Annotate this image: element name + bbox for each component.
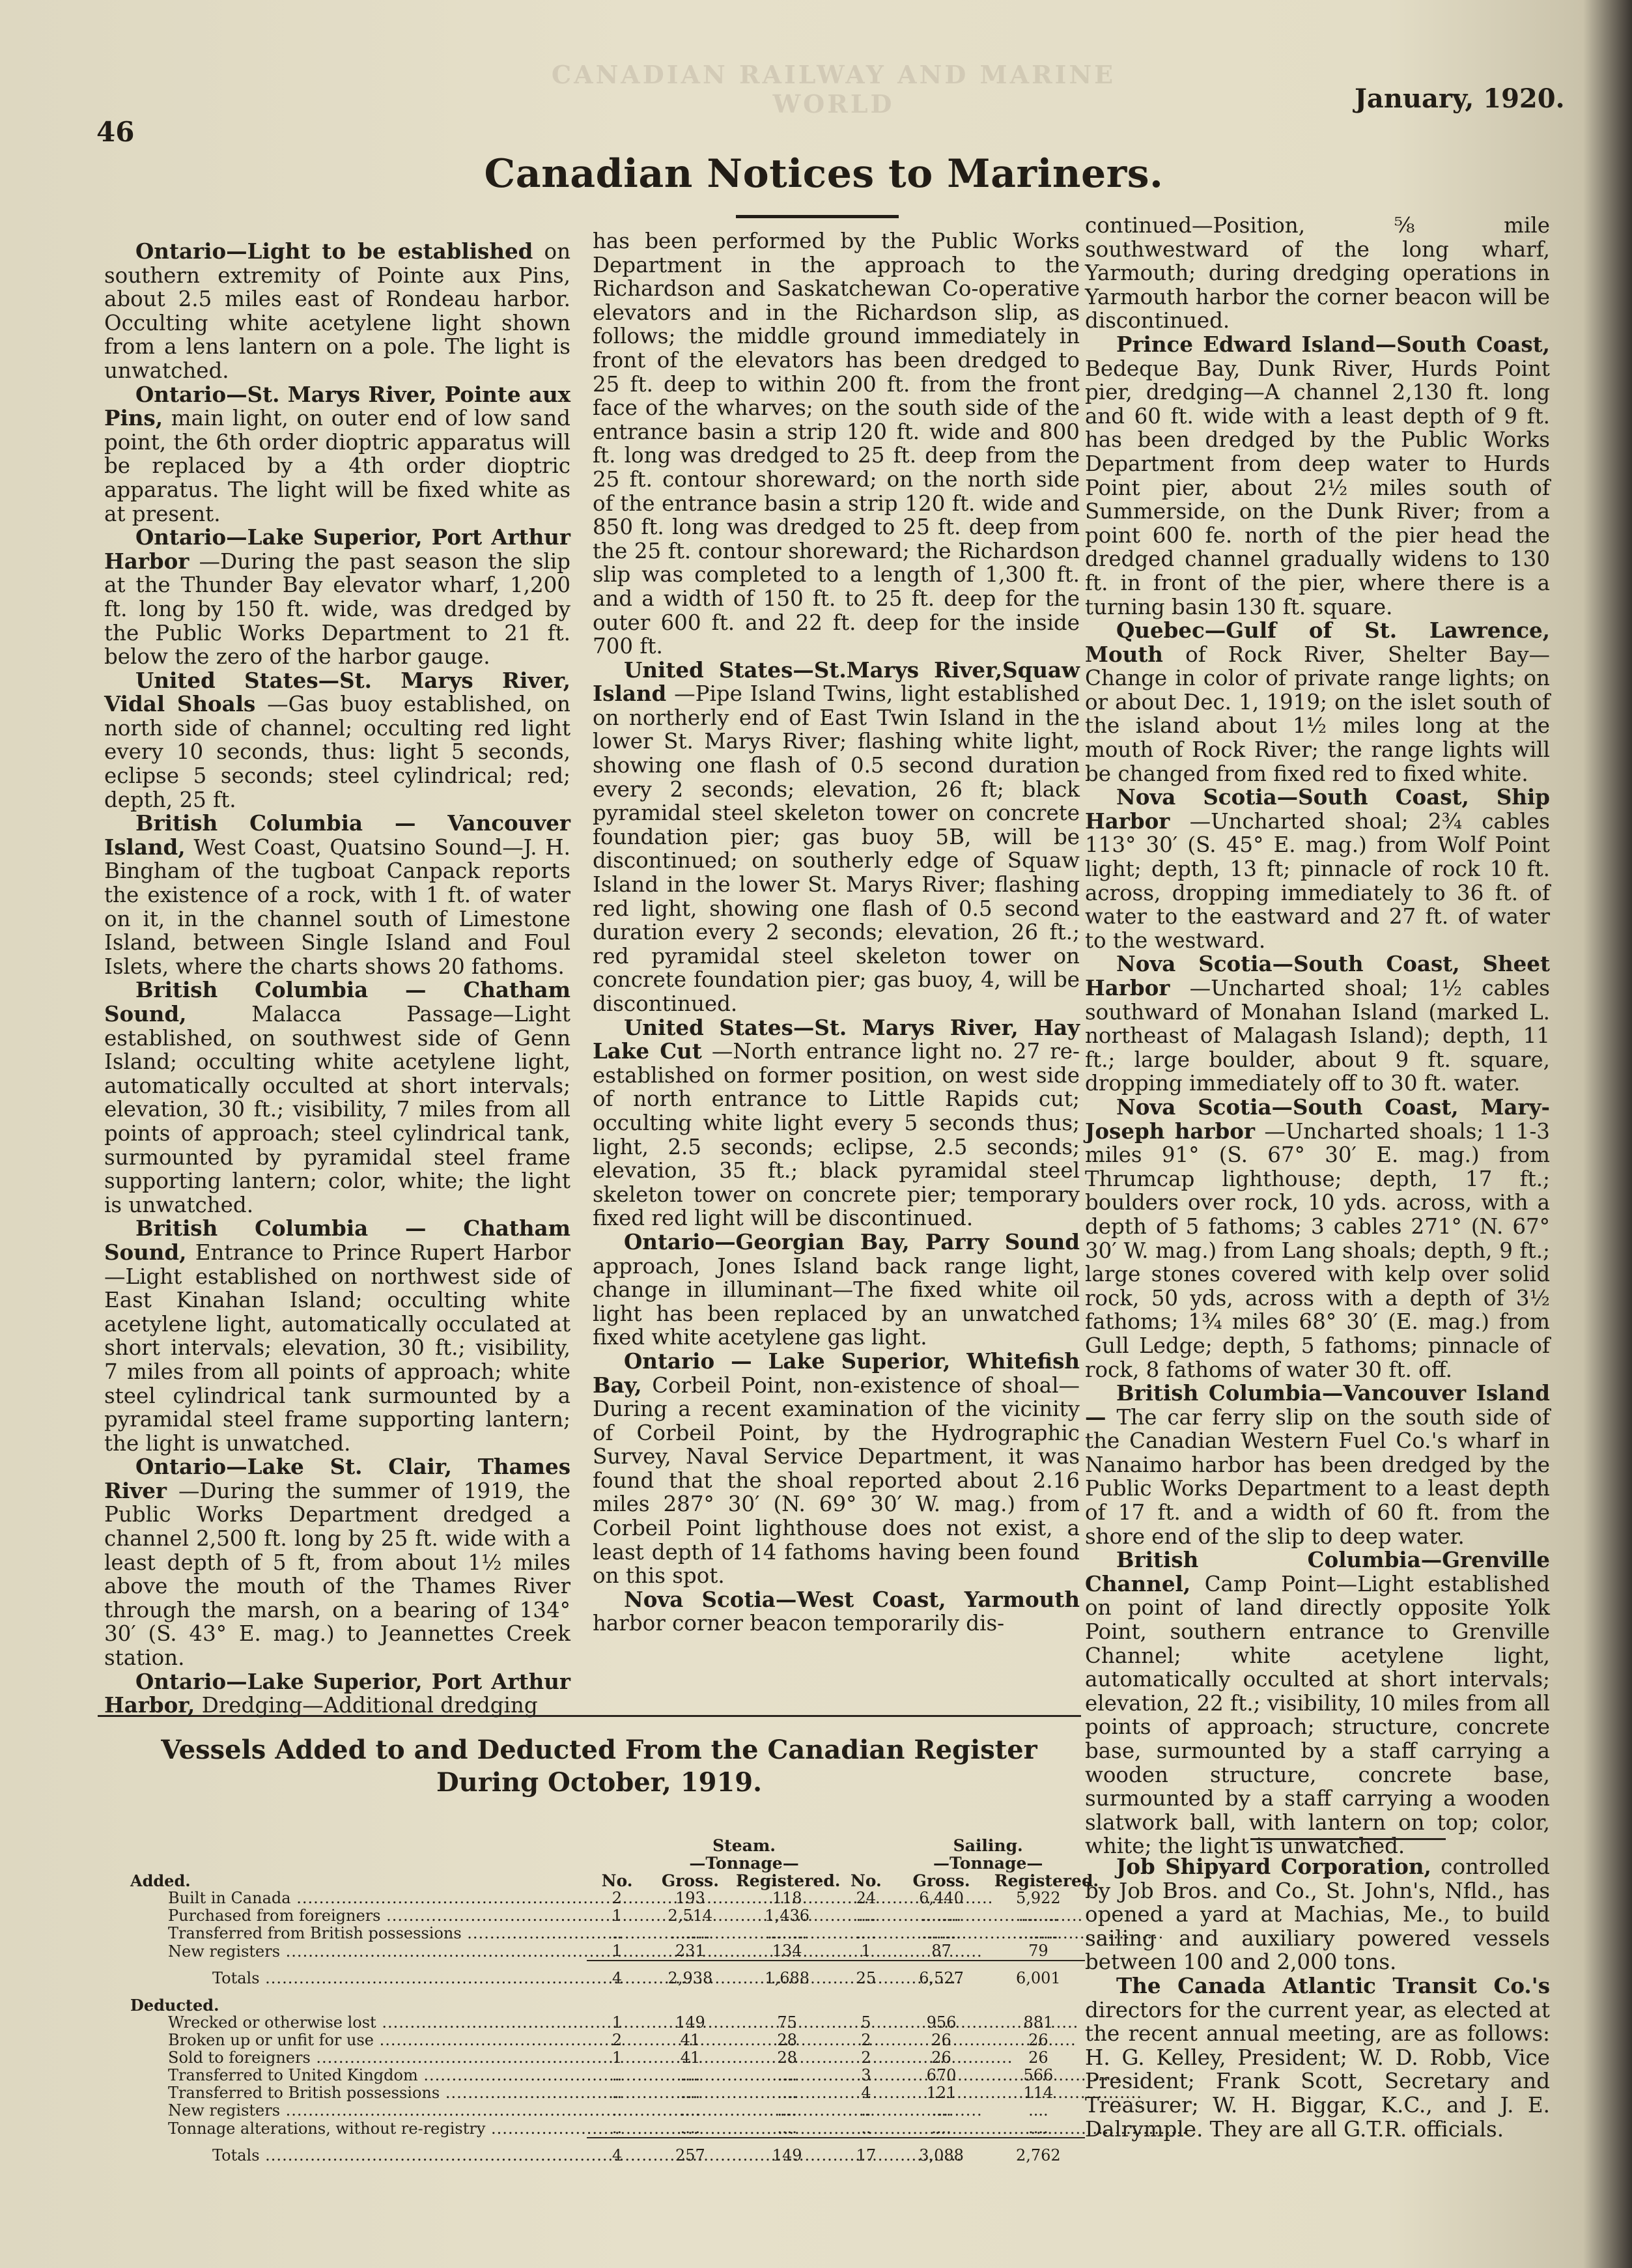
notice-body: Malacca Passage—Light established, on southwest side of Genn Island; occulting white acetylene light, automatically occulted at short intervals; elevation, 30 ft.; visibility, 7 miles from all points of approach; steel cylindrical tank, surmounted by pyramidal steel frame supporting lantern; color, white; the light is unwatched. [104, 1002, 570, 1217]
notice-body: —Uncharted shoal; 2¾ cables 113° 30′ (S. 45° E. mag.) from Wolf Point light; depth, 13 ft; pinnacle of rock 10 ft. across, dropping immediately to 36 ft. of water to the eastward and 27 ft. of water to the westward. [1085, 808, 1550, 953]
notices_col1-item [104, 526, 570, 669]
cell-s-no: .. [612, 2066, 623, 2084]
notice-body: of Rock River, Shelter Bay—Change in color of private range lights; on or about Dec. 1, 1919; on the islet south of the island about 1½ miles long at the mouth of Rock River; the range lights will be changed from fixed red to fixed white. [1085, 642, 1550, 786]
notice-heading: Job Shipyard Corporation, [1116, 1854, 1431, 1879]
cell-w-reg: .... [1028, 2101, 1048, 2119]
news_col3-item [1085, 1855, 1550, 1974]
notice-body: has been performed by the Public Works Department in the approach to the Richardson and Saskatchewan Co-operative elevators and in the Richardson slip, as follows; the middle ground immediately in front of the elevators has been dredged to 25 ft. deep to within 200 ft. from the front face of the wharves; on the south side of the entrance basin a strip 120 ft. wide and 800 ft. long was dredged to 25 ft. deep from the 25 ft. contour shoreward; on the north side of the entrance basin a strip 120 ft. wide and 850 ft. long was dredged to 25 ft. deep from the 25 ft. contour shoreward; the Richardson slip was completed to a length of 1,300 ft. and a width of 150 ft. to 25 ft. deep for the outer 600 ft. and 22 ft. deep for the inside 700 ft. [593, 229, 1080, 659]
notices-column-3 [1085, 214, 1550, 1858]
notices_col2-item [593, 1230, 1080, 1350]
notice-heading: British Columbia — Chatham Sound, [104, 977, 570, 1027]
cell-w-no: 25 [856, 1969, 877, 1987]
cell-s-reg: .... [777, 2066, 797, 2084]
cell-s-no: 1 [612, 2013, 623, 2032]
cell-s-gross: 149 [675, 2013, 705, 2032]
notice-body: Dredging—Additional dredging [201, 1693, 538, 1718]
row-label: Broken up or unfit for use ..... [128, 2032, 587, 2049]
cell-s-no: 2 [612, 1889, 623, 1907]
cell-s-reg: .... [777, 2084, 797, 2102]
notice-body: Camp Point—Light established on point of land directly opposite Yolk Point, southern entrance to Grenville Channel; white acetylene light, automatically occulted at short intervals; elevation, 22 ft.; visibility, 10 miles from all points of approach; structure, concrete base, surmounted by a staff carrying a wooden structure, concrete base, surmounted by a staff carrying a wooden slatwork ball, with lantern on top; color, white; the light is unwatched. [1085, 1571, 1550, 1859]
notices_col3-item [1085, 1096, 1550, 1382]
notice-body: —During the past season the slip at the Thunder Bay elevator wharf, 1,200 ft. long by 150 ft. wide, was dredged by the Public Works Department to 21 ft. below the zero of the harbor gauge. [104, 548, 570, 670]
cell-s-reg: .... [777, 2101, 797, 2119]
cell-s-gross: ........ [670, 1924, 710, 1942]
notice-heading: Nova Scotia—West Coast, Yarmouth [624, 1586, 1080, 1612]
notices_col2-item [593, 1588, 1080, 1636]
notice-body: —Uncharted shoal; 1½ cables southward of Monahan Island (marked L. northeast of Malagash Island); depth, 11 ft.; large boulder, about 9 ft. square, dropping immediately off to 30 ft. water. [1085, 976, 1550, 1096]
register-row [128, 2084, 1085, 2102]
row-label: Sold to foreigners ..... [128, 2049, 587, 2067]
row-label: Transferred to British possessions ..... [128, 2084, 587, 2102]
cell-w-no: 1 [841, 1942, 891, 1961]
cell-w-reg: ........ [1018, 1907, 1058, 1925]
cell-w-no: .. [841, 2119, 891, 2138]
notices_col1-item [104, 1217, 570, 1455]
notice-heading: Quebec—Gulf of St. Lawrence, Mouth [1085, 617, 1550, 667]
cell-w-no: 2 [861, 2031, 871, 2049]
notice-heading: Ontario — Lake Superior, Whitefish Bay, [593, 1348, 1080, 1398]
notice-body: The car ferry slip on the south side of the Canadian Western Fuel Co.'s wharf in Nanaimo harbor has been dredged by the Public Works Department to a least depth of 17 ft. and a width of 60 ft. from the shore end of the slip to deep water. [1085, 1404, 1550, 1549]
notice-body: West Coast, Quatsino Sound—J. H. Bingham of the tugboat Canpack reports the existence of a rock, with 1 ft. of water on it, in the channel south of Limestone Island, between Single Island and Foul Islets, where the charts shows 20 fathoms. [104, 834, 570, 979]
steam-tonnage-header: —Tonnage— [689, 1854, 799, 1873]
notices_col1-item [104, 812, 570, 978]
notice-body: directors for the current year, as elected at the recent annual meeting, are as follows: H. G. Kelley, President; W. D. Robb, Vice President; Frank Scott, Secretary and Treasurer; W. H. Biggar, K.C., and J. E. Dalrymple. They are all G.T.R. officials. [1085, 1997, 1550, 2142]
cell-w-gross: 3,088 [919, 2146, 964, 2164]
row-label: Purchased from foreigners ..... [128, 1907, 587, 1925]
cell-w-no: 2 [861, 2048, 871, 2067]
cell-s-gross: 231 [647, 1942, 733, 1961]
notices_col3-item [1085, 619, 1550, 786]
register-row [128, 2147, 1085, 2164]
cell-w-no: .. [861, 2101, 871, 2119]
sailing-registered-header: Registered. [994, 1871, 1099, 1890]
cell-w-gross: 6,440 [919, 1889, 964, 1907]
cell-w-gross: 26 [931, 2031, 951, 2049]
cell-w-no: 17 [856, 2146, 877, 2164]
cell-s-no: 1 [612, 1907, 623, 1925]
sailing-tonnage-header: —Tonnage— [933, 1854, 1043, 1873]
cell-s-no: .. [612, 2084, 623, 2102]
issue-date: January, 1920. [1355, 83, 1565, 114]
cell-w-reg: 2,762 [1015, 2146, 1061, 2164]
news-column-3 [1085, 1855, 1550, 2141]
notices_col3-item [1085, 214, 1550, 333]
notices_col1-item [104, 383, 570, 526]
cell-w-gross: ........ [922, 1907, 962, 1925]
row-label: Tonnage alterations, without re-registry ..... [128, 2119, 587, 2138]
cell-w-reg: 26 [1028, 2048, 1048, 2067]
cell-w-gross: 87 [891, 1942, 991, 1961]
row-label: Transferred to United Kingdom ..... [128, 2067, 587, 2084]
cell-s-reg: 1,688 [765, 1969, 810, 1987]
page-title: Canadian Notices to Mariners. [484, 151, 1164, 197]
notices-column-1 [104, 240, 570, 1718]
notice-heading: United States—St.Marys River,Squaw Island [593, 657, 1080, 707]
register-row [128, 1925, 1085, 1942]
cell-s-gross: .... [680, 2066, 701, 2084]
cell-w-reg: 26 [1028, 2031, 1048, 2049]
notice-heading: British Columbia—Grenville Channel, [1085, 1547, 1550, 1596]
spacer-row [128, 1961, 1085, 1970]
notice-heading: Ontario—St. Marys River, Pointe aux Pins, [104, 381, 570, 431]
notice-body: controlled by Job Bros. and Co., St. John's, Nfld., has opened a yard at Machias, Me., to build sailing and auxiliary powered vessels between 100 and 2,000 tons. [1085, 1854, 1550, 1975]
notice-heading: United States—St. Marys River, Hay Lake Cut [593, 1014, 1080, 1064]
notices_col1-item [104, 240, 570, 383]
cell-s-gross: .... [680, 2084, 701, 2102]
cell-w-no: 24 [856, 1889, 877, 1907]
cell-s-gross: 41 [680, 2048, 701, 2067]
spacer-row [128, 2138, 1085, 2147]
cell-w-reg: 79 [992, 1942, 1085, 1961]
notice-body: Corbeil Point, non-existence of shoal—During a recent examination of the vicinity of Corbeil Point, by the Hydrographic Survey, Naval Service Department, it was found that the shoal reported about 2.16 miles 287° 30′ (N. 69° 30′ W. mag.) from Corbeil Point lighthouse does not exist, a least depth of 14 fathoms having been found on this spot. [593, 1372, 1080, 1589]
register-section-row [128, 1996, 1085, 2014]
notices_col3-item [1085, 952, 1550, 1096]
notices_col3-item [1085, 333, 1550, 619]
notice-heading: Ontario—Light to be established [135, 238, 533, 264]
cell-w-no: 4 [861, 2084, 871, 2102]
section-label: Deducted. [130, 1996, 219, 2015]
news_col3-item [1085, 1974, 1550, 2141]
steam-header: Steam. [712, 1836, 776, 1855]
notice-heading: Ontario—Lake Superior, Port Arthur Harbor, [104, 1668, 570, 1718]
row-label: Built in Canada ..... [128, 1890, 587, 1907]
notices_col1-item [104, 1670, 570, 1718]
register-row [128, 1970, 1085, 1987]
register-table-body [128, 1836, 1099, 2164]
cell-w-gross: 956 [926, 2013, 957, 2032]
notice-heading: Ontario—Georgian Bay, Parry Sound [624, 1228, 1080, 1254]
notice-body: harbor corner beacon temporarily dis- [593, 1611, 1005, 1636]
notice-body: Entrance to Prince Rupert Harbor—Light established on northwest side of East Kinahan Island; occulting white acetylene light, automatically occulated at short intervals; elevation, 30 ft.; visibility, 7 miles from all points of approach; white steel cylindrical tank surmounted by a pyramidal steel frame supporting lantern; the light is unwatched. [104, 1240, 570, 1456]
notice-heading: British Columbia—Vancouver Island— [1085, 1380, 1550, 1430]
row-label: Wrecked or otherwise lost ..... [128, 2014, 587, 2032]
cell-s-reg: 1,436 [765, 1907, 810, 1925]
notice-body: —Gas buoy established, on north side of channel; occulting red light every 10 seconds, thus: light 5 seconds, eclipse 5 seconds; steel cylindrical; red; depth, 25 ft. [104, 692, 570, 812]
register-table [128, 1836, 1099, 2164]
cell-s-no: .. [612, 2101, 623, 2119]
cell-s-reg: 75 [777, 2013, 797, 2032]
notice-heading: Nova Scotia—South Coast, Mary-Joseph harbor [1085, 1094, 1550, 1144]
cell-w-gross: ........ [922, 1924, 962, 1942]
notice-heading: British Columbia — Vancouver Island, [104, 810, 570, 860]
cell-s-gross: 2,938 [668, 1969, 713, 1987]
notices_col2-item [593, 1350, 1080, 1588]
section-divider [98, 1715, 1081, 1717]
show-through-masthead: CANADIAN RAILWAY AND MARINE WORLD [551, 60, 1116, 119]
notice-heading: Nova Scotia—South Coast, Sheet Harbor [1085, 951, 1550, 1000]
row-label: Totals ..... [128, 2147, 587, 2164]
row-label: New registers ..... [128, 1942, 587, 1961]
cell-s-reg: .... [733, 2119, 841, 2138]
notice-heading: British Columbia — Chatham Sound, [104, 1215, 570, 1265]
notice-body: —Uncharted shoals; 1 1-3 miles 91° (S. 67° 30′ E. mag.) from Thrumcap lighthouse; depth, 17 ft.; boulders over rock, 10 yds. across, with a depth of 5 fathoms; 3 cables 271° (N. 67° 30′ W. mag.) from Lang shoals; depth, 9 ft.; large stones covered with kelp over solid rock, 50 yds, across with a depth of 3½ fathoms; 1¾ miles 68° 30′ (E. mag.) from Gull Ledge; depth, 5 fathoms; pinnacle of rock, 8 fathoms of water 30 ft. off. [1085, 1118, 1550, 1382]
cell-s-reg: 118 [772, 1889, 802, 1907]
spacer-row [128, 1987, 1085, 1996]
steam-no-header: No. [601, 1871, 633, 1890]
cell-s-gross: .... [680, 2101, 701, 2119]
notices_col1-item [104, 1455, 570, 1669]
cell-s-no: 4 [612, 1969, 623, 1987]
sailing-header: Sailing. [953, 1836, 1023, 1855]
notices_col1-item [104, 669, 570, 812]
title-rule [736, 215, 899, 218]
cell-w-reg: 881 [1023, 2013, 1054, 2032]
cell-s-gross: 2,514 [668, 1907, 713, 1925]
notices_col1-item [104, 978, 570, 1217]
notices_col2-item [593, 229, 1080, 659]
cell-s-no: 2 [612, 2031, 623, 2049]
cell-s-gross: 257 [675, 2146, 705, 2164]
notice-body: —Pipe Island Twins, light established on northerly end of East Twin Island in the lower St. Marys River; flashing white light, showing one flash of 0.5 second duration every 2 seconds; elevation, 26 ft; black pyramidal steel skeleton tower on concrete foundation pier; gas buoy 5B, will be discontinued; on southerly edge of Squaw Island in the lower St. Marys River; flashing red light, showing one flash of 0.5 second duration every 2 seconds; elevation, 26 ft.; red pyramidal steel skeleton tower on concrete foundation pier; gas buoy, 4, will be discontinued. [593, 681, 1080, 1016]
register-row [128, 1907, 1085, 1925]
cell-w-reg: ........ [1018, 1924, 1058, 1942]
cell-s-no: 4 [612, 2146, 623, 2164]
notice-body: —North entrance light no. 27 re-established on former position, on west side of north entrance to Little Rapids cut; occulting white light every 5 seconds thus; light, 2.5 seconds; eclipse, 2.5 seconds; elevation, 35 ft.; black pyramidal steel skeleton tower on concrete pier; temporary fixed red light will be discontinued. [593, 1039, 1080, 1231]
register-table-title: Vessels Added to and Deducted From the Canadian Register During October, 1919. [161, 1735, 1037, 1798]
register-row [128, 2032, 1085, 2049]
notice-heading: Ontario—Lake Superior, Port Arthur Harbor [104, 524, 570, 574]
notice-body: main light, on outer end of low sand point, the 6th order dioptric apparatus will be replaced by a 4th order dioptric apparatus. The light will be fixed white as at present. [104, 406, 570, 526]
register-row [128, 2102, 1085, 2119]
notice-heading: Nova Scotia—South Coast, Ship Harbor [1085, 784, 1550, 834]
row-label: Transferred from British possessions ..... [128, 1925, 587, 1942]
notice-body: —During the summer of 1919, the Public Works Department dredged a channel 2,500 ft. long by 25 ft. wide with a least depth of 5 ft, from about 1½ miles above the mouth of the Thames River through the marsh, on a bearing of 134° 30′ (S. 43° E. mag.) to Jeannettes Creek station. [104, 1478, 570, 1671]
cell-s-gross: 41 [680, 2031, 701, 2049]
register-row [128, 1890, 1085, 1907]
cell-w-gross: 121 [926, 2084, 957, 2102]
cell-w-gross: 670 [926, 2066, 957, 2084]
cell-s-reg: 134 [733, 1942, 841, 1961]
added-section-label: Added. [130, 1871, 191, 1890]
register-row [128, 2119, 1085, 2138]
cell-w-gross: 26 [931, 2048, 951, 2067]
notices_col2-item [593, 659, 1080, 1016]
register-row [128, 2014, 1085, 2032]
notices_col3-item [1085, 1382, 1550, 1548]
notice-heading: Prince Edward Island—South Coast, [1116, 331, 1550, 357]
cell-s-no: 1 [612, 2048, 623, 2067]
cell-w-reg: .... [992, 2119, 1085, 2138]
cell-w-no: 5 [861, 2013, 871, 2032]
cell-s-no: 1 [587, 1942, 647, 1961]
register-row [128, 1942, 1085, 1961]
notices-column-2 [593, 229, 1080, 1636]
notices_col3-item [1085, 1548, 1550, 1858]
notices_col3-item [1085, 786, 1550, 952]
notice-body: Bedeque Bay, Dunk River, Hurds Point pier, dredging—A channel 2,130 ft. long and 60 ft. wide with a least depth of 9 ft. has been dredged by the Public Works Department from deep water to Hurds Point pier, about 2½ miles south of Summerside, on the Dunk River; from a point 600 fe. north of the pier head the dredged channel gradually widens to 130 ft. in front of the pier, where there is a turning basin 130 ft. square. [1085, 356, 1550, 619]
row-label: Totals ..... [128, 1970, 587, 1987]
cell-w-gross: 6,527 [919, 1969, 964, 1987]
sailing-gross-header: Gross. [912, 1871, 970, 1890]
cell-s-gross: .... [647, 2119, 733, 2138]
notice-heading: The Canada Atlantic Transit Co.'s [1116, 1972, 1550, 1998]
notice-body: continued—Position, ⅝ mile southwestward of the long wharf, Yarmouth; during dredging operations in Yarmouth harbor the corner beacon will be discontinued. [1085, 213, 1550, 333]
cell-w-reg: 114 [1023, 2084, 1054, 2102]
notice-body: approach, Jones Island back range light, change in illuminant—The fixed white oil light has been replaced by an unwatched fixed white acetylene gas light. [593, 1253, 1080, 1350]
cell-w-reg: 6,001 [1015, 1969, 1061, 1987]
cell-s-reg: 149 [772, 2146, 802, 2164]
cell-s-reg: ........ [767, 1924, 808, 1942]
cell-w-no: .... [856, 1924, 877, 1942]
notice-heading: Ontario—Lake St. Clair, Thames River [104, 1454, 570, 1503]
cell-s-reg: 28 [777, 2031, 797, 2049]
cell-w-reg: 566 [1023, 2066, 1054, 2084]
cell-s-no: .. [612, 1924, 623, 1942]
register-row [128, 2067, 1085, 2084]
cell-s-gross: 193 [675, 1889, 705, 1907]
cell-w-reg: 5,922 [1015, 1889, 1061, 1907]
page-number: 46 [96, 116, 135, 148]
cell-s-reg: 28 [777, 2048, 797, 2067]
cell-w-no: .... [856, 1907, 877, 1925]
cell-w-no: 3 [861, 2066, 871, 2084]
steam-gross-header: Gross. [661, 1871, 719, 1890]
steam-registered-header: Registered. [736, 1871, 841, 1890]
notices_col2-item [593, 1016, 1080, 1230]
cell-s-no: .. [587, 2119, 647, 2138]
sailing-no-header: No. [850, 1871, 882, 1890]
cell-w-gross: .... [931, 2101, 951, 2119]
column-divider [1250, 1838, 1446, 1840]
notice-body: on southern extremity of Pointe aux Pins, about 2.5 miles east of Rondeau harbor. Occulting white acetylene light shown from a lens lantern on a pole. The light is unwatched. [104, 239, 570, 383]
row-label: New registers ..... [128, 2102, 587, 2119]
cell-w-gross: .... [891, 2119, 991, 2138]
notice-heading: United States—St. Marys River, Vidal Shoals [104, 667, 570, 717]
register-row [128, 2049, 1085, 2067]
